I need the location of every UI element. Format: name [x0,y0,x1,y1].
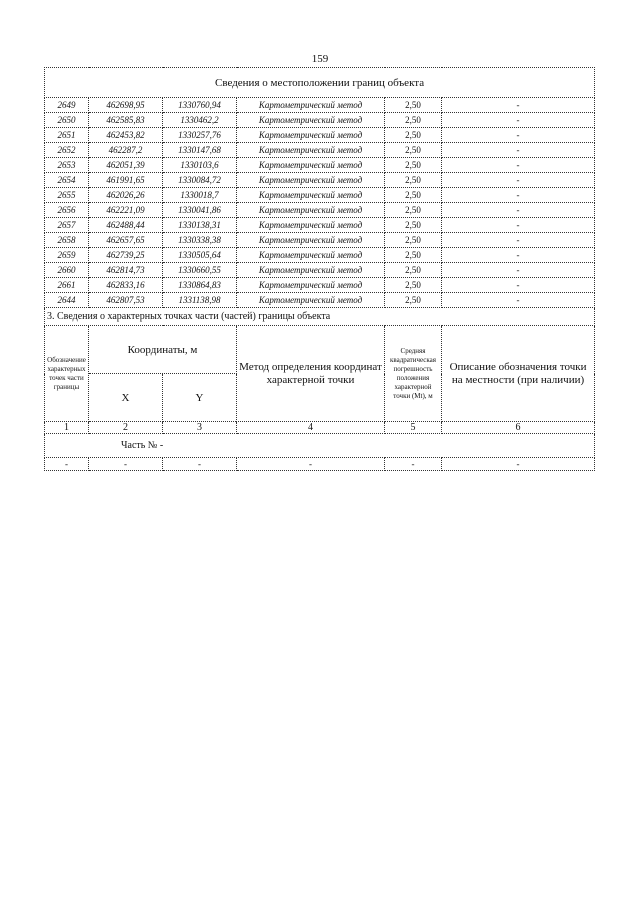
y-coordinate-cell: 1330103,6 [163,158,237,173]
part-row [45,434,595,458]
point-number-cell: 2654 [45,173,89,188]
y-coordinate-cell: 1330864,83 [163,278,237,293]
header-point-designation: Обозначение характерных точек части границы [45,326,89,422]
method-cell: Картометрический метод [237,143,385,158]
y-coordinate-cell: 1330138,31 [163,218,237,233]
header-description: Описание обозначения точки на местности (при наличии) [442,326,595,422]
description-cell: - [442,173,595,188]
header-method: Метод определения координат характерной точки [237,326,385,422]
table-row [45,248,595,263]
boundary-table [44,67,595,471]
x-coordinate-cell: 462488,44 [89,218,163,233]
column-number: 2 [89,422,163,434]
table-row [45,203,595,218]
description-cell: - [442,203,595,218]
table-row [45,173,595,188]
y-coordinate-cell: 1330084,72 [163,173,237,188]
y-coordinate-cell: 1330338,38 [163,233,237,248]
empty-cell: - [385,458,442,471]
page-number: 159 [311,53,329,65]
header-coordinates: Координаты, м [89,326,237,374]
section-title-row [45,308,595,326]
mean-error-cell: 2,50 [385,263,442,278]
description-cell: - [442,143,595,158]
point-number-cell: 2657 [45,218,89,233]
method-cell: Картометрический метод [237,233,385,248]
table-row [45,233,595,248]
table-row [45,98,595,113]
table-row [45,158,595,173]
point-number-cell: 2656 [45,203,89,218]
column-number: 1 [45,422,89,434]
x-coordinate-cell: 462833,16 [89,278,163,293]
mean-error-cell: 2,50 [385,248,442,263]
mean-error-cell: 2,50 [385,233,442,248]
table-row [45,113,595,128]
y-coordinate-cell: 1331138,98 [163,293,237,308]
mean-error-cell: 2,50 [385,128,442,143]
description-cell: - [442,188,595,203]
header-y: Y [163,374,237,422]
mean-error-cell: 2,50 [385,98,442,113]
table-row [45,188,595,203]
method-cell: Картометрический метод [237,278,385,293]
y-coordinate-cell: 1330462,2 [163,113,237,128]
mean-error-cell: 2,50 [385,143,442,158]
description-cell: - [442,248,595,263]
header-x: X [89,374,163,422]
table-row [45,143,595,158]
mean-error-cell: 2,50 [385,113,442,128]
method-cell: Картометрический метод [237,263,385,278]
header-row [45,326,595,374]
empty-cell: - [237,458,385,471]
mean-error-cell: 2,50 [385,218,442,233]
table-caption-row [45,68,595,98]
method-cell: Картометрический метод [237,173,385,188]
x-coordinate-cell: 462739,25 [89,248,163,263]
description-cell: - [442,233,595,248]
x-coordinate-cell: 462585,83 [89,113,163,128]
x-coordinate-cell: 461991,65 [89,173,163,188]
empty-cell: - [89,458,163,471]
method-cell: Картометрический метод [237,293,385,308]
point-number-cell: 2644 [45,293,89,308]
point-number-cell: 2651 [45,128,89,143]
header-mean-error: Средняя квадратическая погрешность положения характерной точки (Mt), м [385,326,442,422]
column-number-row [45,422,595,434]
description-cell: - [442,113,595,128]
x-coordinate-cell: 462814,73 [89,263,163,278]
description-cell: - [442,293,595,308]
mean-error-cell: 2,50 [385,173,442,188]
point-number-cell: 2655 [45,188,89,203]
table-row [45,293,595,308]
method-cell: Картометрический метод [237,248,385,263]
y-coordinate-cell: 1330147,68 [163,143,237,158]
mean-error-cell: 2,50 [385,158,442,173]
x-coordinate-cell: 462657,65 [89,233,163,248]
point-number-cell: 2661 [45,278,89,293]
description-cell: - [442,158,595,173]
method-cell: Картометрический метод [237,113,385,128]
mean-error-cell: 2,50 [385,278,442,293]
table-row [45,128,595,143]
point-number-cell: 2658 [45,233,89,248]
method-cell: Картометрический метод [237,128,385,143]
column-number: 4 [237,422,385,434]
column-number: 5 [385,422,442,434]
x-coordinate-cell: 462287,2 [89,143,163,158]
method-cell: Картометрический метод [237,98,385,113]
y-coordinate-cell: 1330760,94 [163,98,237,113]
y-coordinate-cell: 1330018,7 [163,188,237,203]
empty-cell: - [163,458,237,471]
mean-error-cell: 2,50 [385,293,442,308]
mean-error-cell: 2,50 [385,188,442,203]
point-number-cell: 2650 [45,113,89,128]
y-coordinate-cell: 1330041,86 [163,203,237,218]
point-number-cell: 2649 [45,98,89,113]
point-number-cell: 2652 [45,143,89,158]
description-cell: - [442,263,595,278]
mean-error-cell: 2,50 [385,203,442,218]
empty-cell: - [442,458,595,471]
method-cell: Картометрический метод [237,158,385,173]
point-number-cell: 2659 [45,248,89,263]
method-cell: Картометрический метод [237,188,385,203]
x-coordinate-cell: 462221,09 [89,203,163,218]
table-row [45,278,595,293]
column-number: 3 [163,422,237,434]
point-number-cell: 2653 [45,158,89,173]
empty-row [45,458,595,471]
x-coordinate-cell: 462698,95 [89,98,163,113]
y-coordinate-cell: 1330257,76 [163,128,237,143]
empty-cell: - [45,458,89,471]
description-cell: - [442,98,595,113]
part-label: Часть № - [45,434,595,458]
method-cell: Картометрический метод [237,203,385,218]
description-cell: - [442,128,595,143]
point-number-cell: 2660 [45,263,89,278]
description-cell: - [442,218,595,233]
method-cell: Картометрический метод [237,218,385,233]
x-coordinate-cell: 462051,39 [89,158,163,173]
table-row [45,218,595,233]
x-coordinate-cell: 462807,53 [89,293,163,308]
table-row [45,263,595,278]
x-coordinate-cell: 462026,26 [89,188,163,203]
column-number: 6 [442,422,595,434]
y-coordinate-cell: 1330660,55 [163,263,237,278]
table-caption: Сведения о местоположении границ объекта [45,68,595,98]
x-coordinate-cell: 462453,82 [89,128,163,143]
section-3-title: 3. Сведения о характерных точках части (частей) границы объекта [45,308,595,326]
y-coordinate-cell: 1330505,64 [163,248,237,263]
description-cell: - [442,278,595,293]
